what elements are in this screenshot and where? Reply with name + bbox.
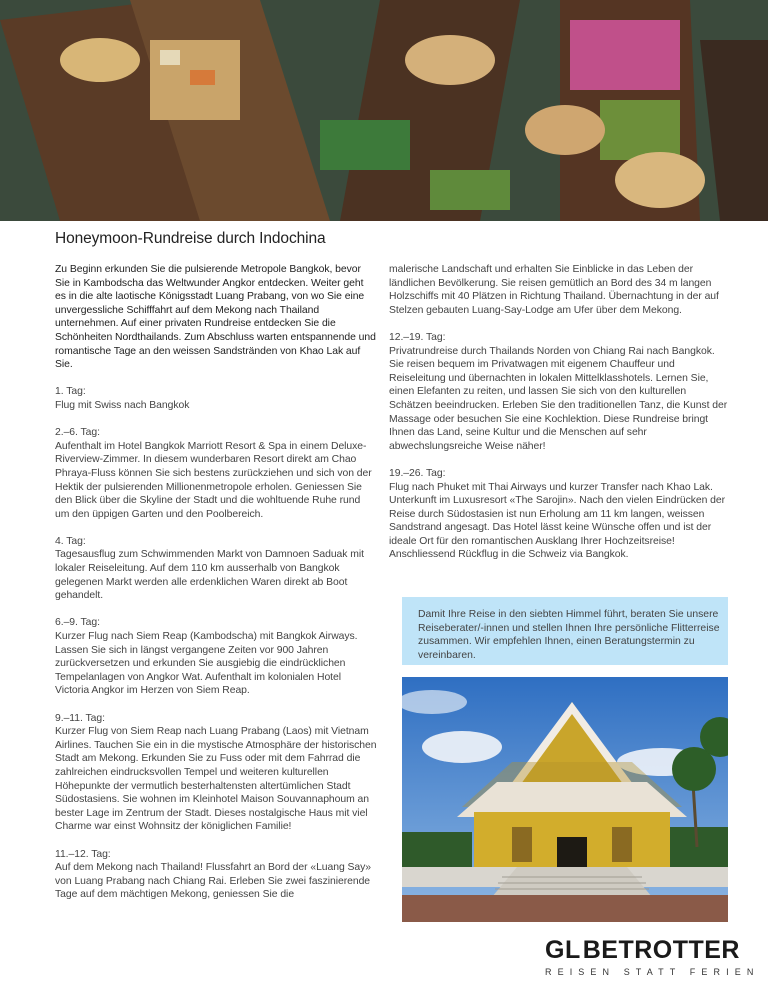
day-4 (55, 535, 377, 603)
day-text: Privatrundreise durch Thailands Norden von Chiang Rai nach Bangkok. Sie reisen bequem im Privatwagen mit eigenem Chauffeur und Reiseleitung und übernachten in lokalen Mittelklasshotels. Lernen Sie, einen Elefanten zu reiten, und lassen Sie sich von den kulturellen Schätzen beeindrucken. Erleben Sie den traditionellen Tanz, die Kunst der Massage oder besuchen Sie eine Kochlektion. Diese Rundreise bringt Ihnen das Land, seine Kultur und die Menschen auf sehr abwechslungsreiche Weise näher! (389, 345, 728, 452)
day-11-12 (55, 848, 377, 902)
day-9-11 (55, 712, 377, 834)
day-6-9 (55, 616, 377, 698)
day-label: 19.–26. Tag: (389, 467, 446, 479)
day-12-19 (389, 331, 729, 453)
logo-word-left: GL (545, 936, 581, 964)
day-1 (55, 385, 377, 412)
day-text: Aufenthalt im Hotel Bangkok Marriott Resort & Spa in einem Deluxe-Riverview-Zimmer. In diesem wunderbaren Resort direkt am Chao Phraya-Fluss können Sie sich bestens zurückziehen und sich von der Hektik der pulsierenden Millionenmetropole erholen. Geniessen Sie den Blick über die Skyline der Stadt und die wohltuende Ruhe rund um den üppigen Garten und den Poolbereich. (55, 440, 372, 520)
logo-tagline: REISEN STATT FERIEN (545, 967, 760, 977)
logo-word-right: BETROTTER (582, 936, 740, 964)
day-11-12-continued: malerische Landschaft und erhalten Sie Einblicke in das Leben der ländlichen Bevölkerung. Sie reisen gemütlich an Bord des 34 m langen Holzschiffs mit 40 Plätzen in Richtung Thailand. Übernachtung in der auf Stelzen gebauten Luang-Say-Lodge am Ufer über dem Mekong. (389, 264, 719, 316)
day-label: 4. Tag: (55, 535, 86, 547)
day-text: Flug mit Swiss nach Bangkok (55, 399, 190, 411)
day-text: Flug nach Phuket mit Thai Airways und kurzer Transfer nach Khao Lak. Unterkunft im Luxusresort «The Sarojin». Nach den vielen Eindrücken der Reise durch Südostasien ist nun Erholung am 11 km langen, weissen Sandstrand angesagt. Das Hotel lässt keine Wünsche offen und ist der ideale Ort für den romantischen Ausklang Ihrer Hochzeitsreise! Anschliessend Rückflug in die Schweiz via Bangkok. (389, 481, 726, 561)
day-label: 6.–9. Tag: (55, 617, 100, 629)
floating-market-photo (0, 0, 768, 221)
right-column (389, 263, 729, 576)
day-text: Kurzer Flug von Siem Reap nach Luang Prabang (Laos) mit Vietnam Airlines. Tauchen Sie ein in die mystische Atmosphäre der historischen Stadt am Mekong. Erkunden Sie zu Fuss oder mit dem Fahrrad die zahlreichen eindrucksvollen Tempel und weiteren kulturellen Höhepunkte der vermutlich besterhaltensten altertümlichen Stadt Südostasiens. Sie wohnen im Kleinhotel Maison Souvannaphoum an bester Lage im Zentrum der Stadt. Dieses nostalgische Haus mit viel Charme war einst Wohnsitz der königlichen Familie! (55, 726, 377, 833)
day-2-6 (55, 426, 377, 521)
day-label: 1. Tag: (55, 386, 86, 398)
day-label: 12.–19. Tag: (389, 331, 446, 343)
intro-paragraph: Zu Beginn erkunden Sie die pulsierende Metropole Bangkok, bevor Sie in Kambodscha das Weltwunder Angkor entdecken. Weiter geht es in die alte laotische Königsstadt Luang Prabang, von wo Sie eine unvergessliche Schifffahrt auf dem Mekong nach Thailand unternehmen. Auf einer privaten Rundreise entdecken Sie die Schönheiten Nordthailands. Zum Abschluss warten entspannende und romantische Tage an den weissen Sandstränden von Khao Lak auf Sie. (55, 264, 376, 371)
logo-wordmark (545, 936, 740, 965)
info-box (402, 597, 728, 665)
left-column (55, 263, 377, 916)
day-text: Auf dem Mekong nach Thailand! Flussfahrt an Bord der «Luang Say» von Luang Prabang nach Chiang Rai. Erleben Sie zwei faszinierende Tage auf dem mächtigen Mekong, geniessen Sie die (55, 862, 372, 901)
day-19-26 (389, 467, 729, 562)
day-label: 11.–12. Tag: (55, 848, 111, 860)
day-label: 2.–6. Tag: (55, 427, 100, 439)
page-title: Honeymoon-Rundreise durch Indochina (55, 230, 326, 247)
globetrotter-logo (545, 936, 760, 977)
day-text: Tagesausflug zum Schwimmenden Markt von Damnoen Saduak mit lokaler Reiseleitung. Auf dem 110 km ausserhalb von Bangkok gelegenen Markt werden alle erdenklichen Waren direkt ab Boot gehandelt. (55, 549, 364, 602)
day-text: Kurzer Flug nach Siem Reap (Kambodscha) mit Bangkok Airways. Lassen Sie sich in längst vergangene Zeiten vor 900 Jahren zurückversetzen und erkunden Sie ausgiebig die eindrücklichen Tempelanlagen von Angkor Wat. Aufenthalt im kolonialen Hotel Victoria Angkor im Herzen von Siem Reap. (55, 631, 358, 697)
temple-photo (402, 677, 728, 922)
info-box-text: Damit Ihre Reise in den siebten Himmel führt, beraten Sie unsere Reiseberater/-innen und stellen Ihnen Ihre persönliche Flitterreise zusammen. Wir empfehlen Ihnen, einen Beratungstermin zu vereinbaren. (418, 609, 720, 661)
day-label: 9.–11. Tag: (55, 712, 105, 724)
